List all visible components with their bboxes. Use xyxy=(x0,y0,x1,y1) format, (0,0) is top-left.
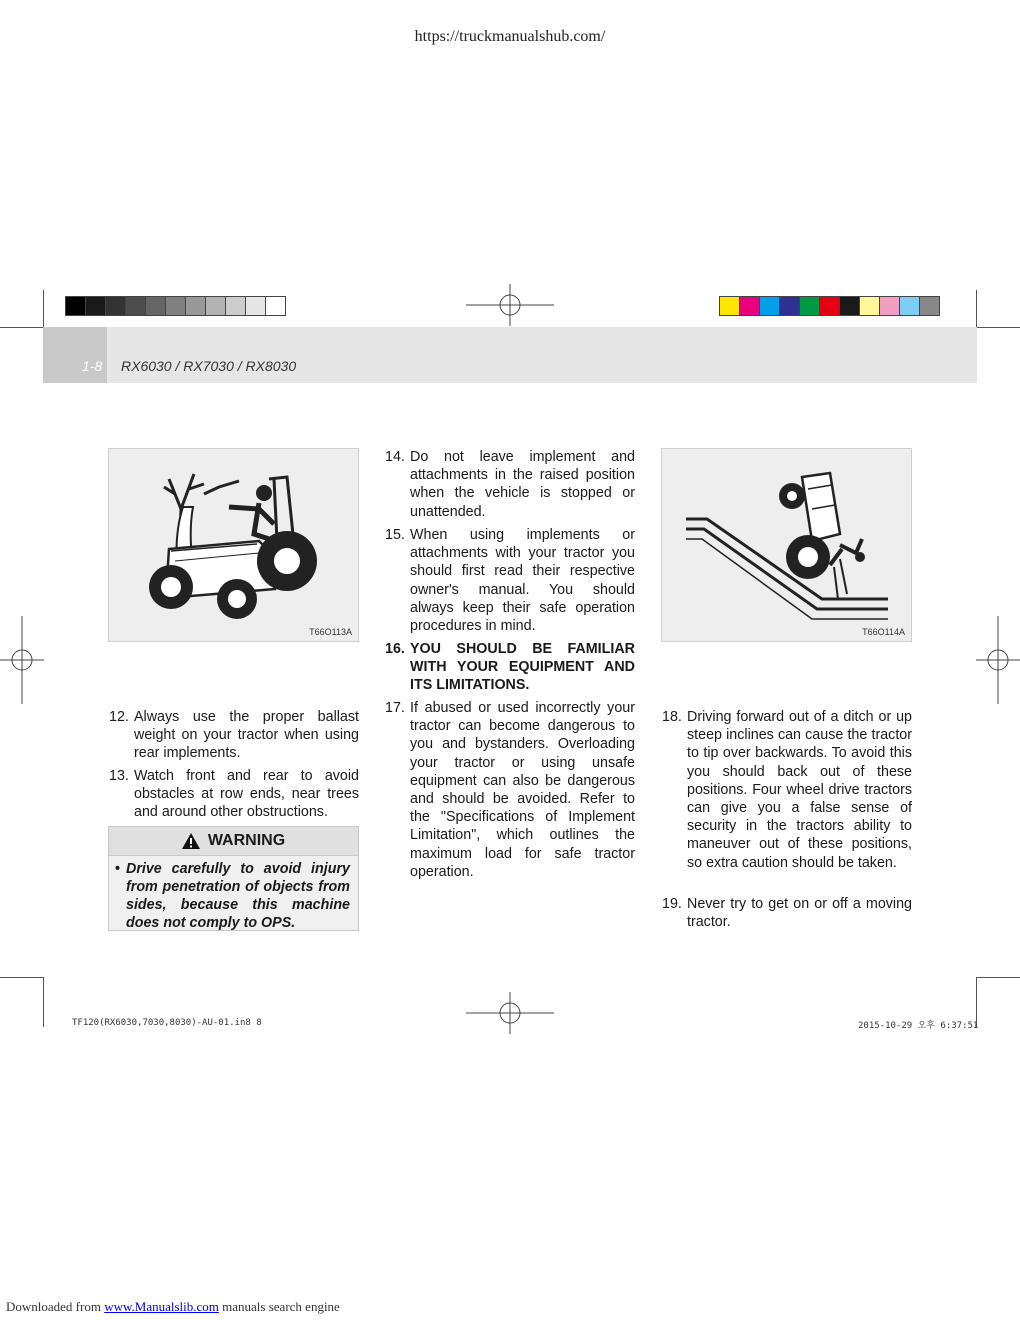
registration-mark-bottom xyxy=(466,992,554,1034)
item-text: Never try to get on or off a moving tractor. xyxy=(687,896,912,931)
footer-file-info: TF120(RX6030,7030,8030)-AU-01.in8 8 xyxy=(72,1018,262,1028)
warning-text: Drive carefully to avoid injury from penetration of objects from sides, because this machine does not comply to OPS. xyxy=(126,861,350,931)
gray-swatch xyxy=(185,296,206,316)
color-swatch xyxy=(719,296,740,316)
bullet: • xyxy=(115,861,121,877)
registration-mark-right xyxy=(976,616,1020,704)
gray-swatch xyxy=(145,296,166,316)
manualslib-link[interactable]: www.Manualslib.com xyxy=(104,1299,219,1314)
list-item-14 xyxy=(385,448,635,521)
warning-box xyxy=(108,826,359,931)
color-swatch xyxy=(899,296,920,316)
item-number: 16. xyxy=(385,641,405,657)
gray-swatch xyxy=(105,296,126,316)
tractor-tipping-illustration xyxy=(662,449,911,641)
list-item-13 xyxy=(109,767,359,822)
item-number: 12. xyxy=(109,709,129,725)
color-swatch xyxy=(859,296,880,316)
credit-suffix: manuals search engine xyxy=(222,1299,340,1314)
figure-tractor-tipping xyxy=(661,448,912,642)
gray-swatch xyxy=(225,296,246,316)
item-number: 19. xyxy=(662,896,682,912)
registration-mark-left xyxy=(0,616,44,704)
item-number: 17. xyxy=(385,700,405,716)
warning-label: WARNING xyxy=(207,832,286,849)
download-credit xyxy=(6,1299,340,1315)
list-item-18 xyxy=(662,708,912,872)
gray-swatch xyxy=(205,296,226,316)
item-text: YOU SHOULD BE FAMILIAR WITH YOUR EQUIPMENT AND ITS LIMITATIONS. xyxy=(410,641,635,694)
registration-mark-top xyxy=(466,284,554,326)
top-url: https://truckmanualshub.com/ xyxy=(414,28,606,45)
header-tab xyxy=(43,327,107,383)
item-number: 15. xyxy=(385,527,405,543)
color-calibration-swatches xyxy=(720,296,940,316)
color-swatch xyxy=(879,296,900,316)
item-text: Do not leave implement and attachments in the raised position when the vehicle is stopped or unattended. xyxy=(410,449,635,520)
page-title: RX6030 / RX7030 / RX8030 xyxy=(121,358,297,374)
color-swatch xyxy=(839,296,860,316)
gray-swatch xyxy=(165,296,186,316)
page-number: 1-8 xyxy=(82,358,103,374)
header-band xyxy=(43,327,977,383)
tractor-obstacle-illustration xyxy=(109,449,358,641)
color-swatch xyxy=(779,296,800,316)
gray-swatch xyxy=(65,296,86,316)
figure-tractor-obstacle xyxy=(108,448,359,642)
item-number: 13. xyxy=(109,768,129,784)
gray-swatch xyxy=(265,296,286,316)
figure-code: T66O113A xyxy=(309,627,352,637)
warning-triangle-icon xyxy=(182,833,200,849)
credit-prefix: Downloaded from xyxy=(6,1299,101,1314)
gray-swatch xyxy=(245,296,266,316)
item-text: If abused or used incorrectly your tractor can become dangerous to you and bystanders. Overloading your tractor or using unsafe equipment can also be dangerous and should be avoided. Refer to the "Specifications of Implement Limitation", which outlines the maximum load for safe tractor operation. xyxy=(410,700,635,880)
list-item-19 xyxy=(662,895,912,931)
warning-body xyxy=(109,856,358,932)
item-number: 14. xyxy=(385,449,405,465)
figure-code: T66O114A xyxy=(862,627,905,637)
item-text: Always use the proper ballast weight on your tractor when using rear implements. xyxy=(134,709,359,762)
color-swatch xyxy=(819,296,840,316)
color-swatch xyxy=(799,296,820,316)
list-item-16 xyxy=(385,640,635,695)
list-item-15 xyxy=(385,526,635,635)
color-swatch xyxy=(919,296,940,316)
item-text: Watch front and rear to avoid obstacles at row ends, near trees and around other obstructions. xyxy=(134,768,359,821)
color-swatch xyxy=(739,296,760,316)
footer-timestamp: 2015-10-29 오후 6:37:51 xyxy=(858,1021,979,1031)
list-item-17 xyxy=(385,699,635,881)
item-number: 18. xyxy=(662,709,682,725)
item-text: When using implements or attachments with your tractor you should first read their respective owner's manual. You should always keep their safe operation procedures in mind. xyxy=(410,527,635,635)
color-swatch xyxy=(759,296,780,316)
list-item-12 xyxy=(109,708,359,763)
item-text: Driving forward out of a ditch or up steep inclines can cause the tractor to tip over backwards. To avoid this you should back out of these positions. Four wheel drive tractors can give you a false sense of security in the tractors ability to maneuver out of these positions, so extra caution should be taken. xyxy=(687,709,912,871)
gray-color-swatches xyxy=(66,296,286,316)
gray-swatch xyxy=(85,296,106,316)
gray-swatch xyxy=(125,296,146,316)
warning-header xyxy=(109,827,358,856)
